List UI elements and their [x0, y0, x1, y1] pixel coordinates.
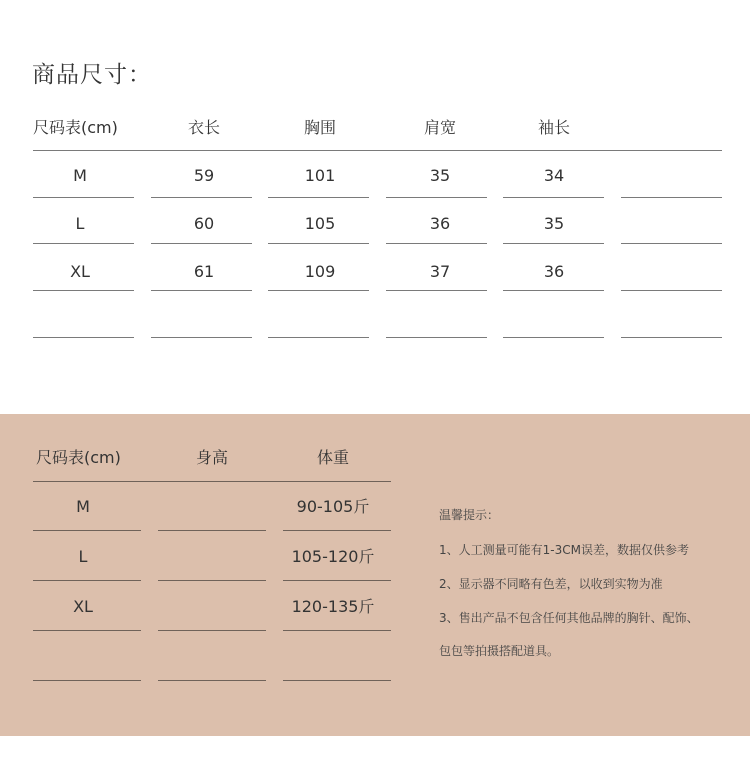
row-rule — [151, 290, 252, 291]
row-rule — [33, 680, 141, 681]
row-rule — [33, 337, 134, 338]
weight-cell: 90-105斤 — [296, 497, 370, 516]
row-rule — [503, 197, 604, 198]
size-cell: XL — [70, 262, 90, 281]
size-cell: 105 — [304, 214, 336, 233]
weight-cell: M — [76, 497, 90, 516]
row-rule — [33, 197, 134, 198]
size-cell: 36 — [429, 214, 451, 233]
tip-item: 包包等拍摄搭配道具。 — [439, 644, 560, 658]
row-rule — [386, 197, 487, 198]
row-rule — [503, 337, 604, 338]
row-rule — [621, 337, 722, 338]
tip-item: 1、人工测量可能有1-3CM误差，数据仅供参考 — [439, 543, 689, 557]
size-cell: 109 — [304, 262, 336, 281]
weight-cell: 105-120斤 — [291, 547, 375, 566]
row-rule — [268, 197, 369, 198]
weight-cell: XL — [73, 597, 93, 616]
row-rule — [158, 680, 266, 681]
row-rule — [151, 337, 252, 338]
weight-table-header: 体重 — [316, 448, 350, 467]
tip-item: 2、显示器不同略有色差，以收到实物为准 — [439, 577, 663, 591]
row-rule — [268, 290, 369, 291]
size-cell: 101 — [304, 166, 336, 185]
row-rule — [33, 630, 141, 631]
header-rule — [33, 150, 722, 151]
row-rule — [503, 290, 604, 291]
row-rule — [386, 243, 487, 244]
size-table-header: 尺码表(cm) — [33, 118, 118, 137]
size-cell: 34 — [543, 166, 565, 185]
size-table-header: 肩宽 — [423, 118, 457, 137]
size-cell: 35 — [429, 166, 451, 185]
header-rule — [33, 481, 391, 482]
size-table-header: 袖长 — [537, 118, 571, 137]
size-cell: 60 — [193, 214, 215, 233]
row-rule — [268, 243, 369, 244]
row-rule — [33, 530, 141, 531]
size-cell: L — [75, 214, 85, 233]
row-rule — [33, 580, 141, 581]
row-rule — [283, 530, 391, 531]
size-cell: 61 — [193, 262, 215, 281]
row-rule — [268, 337, 369, 338]
row-rule — [621, 243, 722, 244]
row-rule — [283, 630, 391, 631]
weight-cell: 120-135斤 — [291, 597, 375, 616]
tip-item: 3、售出产品不包含任何其他品牌的胸针、配饰、 — [439, 611, 699, 625]
weight-table-header: 尺码表(cm) — [36, 448, 121, 467]
row-rule — [33, 290, 134, 291]
page-title: 商品尺寸： — [32, 62, 152, 88]
row-rule — [33, 243, 134, 244]
row-rule — [621, 197, 722, 198]
size-cell: 37 — [429, 262, 451, 281]
weight-cell: L — [78, 547, 88, 566]
row-rule — [151, 243, 252, 244]
row-rule — [621, 290, 722, 291]
size-cell: 35 — [543, 214, 565, 233]
row-rule — [151, 197, 252, 198]
row-rule — [386, 337, 487, 338]
size-table-header: 胸围 — [303, 118, 337, 137]
row-rule — [386, 290, 487, 291]
row-rule — [158, 580, 266, 581]
size-cell: 59 — [193, 166, 215, 185]
row-rule — [283, 680, 391, 681]
size-cell: 36 — [543, 262, 565, 281]
size-cell: M — [73, 166, 87, 185]
size-table-header: 衣长 — [187, 118, 221, 137]
tips-title: 温馨提示： — [439, 508, 500, 522]
row-rule — [158, 530, 266, 531]
row-rule — [503, 243, 604, 244]
weight-table-header: 身高 — [195, 448, 229, 467]
row-rule — [283, 580, 391, 581]
row-rule — [158, 630, 266, 631]
